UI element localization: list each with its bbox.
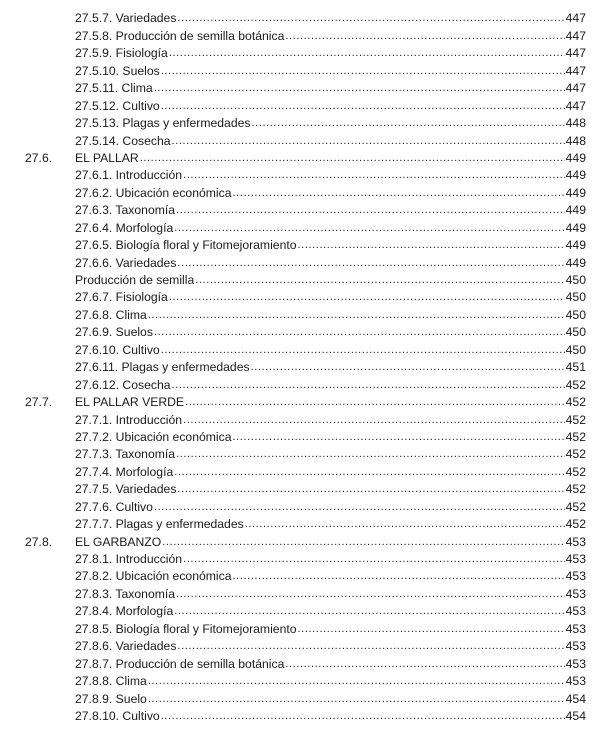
toc-entry-title: 27.6.3. Taxonomía xyxy=(75,203,176,218)
toc-page-number: 449 xyxy=(565,238,586,253)
dot-leader xyxy=(172,379,565,392)
toc-page-number: 449 xyxy=(565,255,586,270)
dot-leader xyxy=(154,326,565,339)
toc-entry xyxy=(75,553,586,566)
toc-entry-title: 27.6.7. Fisiología xyxy=(75,290,168,305)
toc-entry-title: 27.5.14. Cosecha xyxy=(75,133,171,148)
toc-subsection-row xyxy=(0,96,600,113)
toc-entry-title: 27.6.4. Morfología xyxy=(75,220,174,235)
toc-entry xyxy=(75,291,586,304)
dot-leader xyxy=(298,623,565,636)
dot-leader xyxy=(154,82,565,95)
toc-entry xyxy=(75,274,586,287)
toc-entry xyxy=(75,588,586,601)
toc-entry xyxy=(75,623,586,636)
toc-entry-title: 27.7.5. Variedades xyxy=(75,482,177,497)
toc-subsection-row xyxy=(0,131,600,148)
toc-subsection-row xyxy=(0,462,600,479)
dot-leader xyxy=(169,291,565,304)
toc-page-number: 447 xyxy=(565,46,586,61)
toc-page-number: 453 xyxy=(565,604,586,619)
toc-subsection-row xyxy=(0,375,600,392)
dot-leader xyxy=(183,553,565,566)
toc-entry xyxy=(75,501,586,514)
toc-entry-title: 27.7.3. Taxonomía xyxy=(75,447,176,462)
toc-page-number: 453 xyxy=(565,656,586,671)
toc-page-number: 453 xyxy=(565,534,586,549)
toc-entry xyxy=(75,239,586,252)
toc-entry-title: EL GARBANZO xyxy=(75,534,162,549)
toc-entry xyxy=(75,257,586,270)
toc-entry-title: 27.8.6. Variedades xyxy=(75,639,177,654)
toc-subsection-row xyxy=(0,271,600,288)
toc-subsection-row xyxy=(0,480,600,497)
toc-entry-title: 27.7.4. Morfología xyxy=(75,464,174,479)
toc-subsection-row xyxy=(0,79,600,96)
toc-entry xyxy=(75,326,586,339)
toc-page-number: 449 xyxy=(565,220,586,235)
dot-leader xyxy=(195,274,564,287)
dot-leader xyxy=(140,152,565,165)
toc-entry-title: 27.8.2. Ubicación económica xyxy=(75,569,232,584)
toc-page-number: 447 xyxy=(565,98,586,113)
toc-subsection-row xyxy=(0,44,600,61)
toc-entry xyxy=(75,518,586,531)
toc-page-number: 448 xyxy=(565,116,586,131)
toc-subsection-row xyxy=(0,637,600,654)
toc-page-number: 453 xyxy=(565,639,586,654)
toc-entry-title: 27.6.10. Cultivo xyxy=(75,342,160,357)
toc-entry-title: 27.8.4. Morfología xyxy=(75,604,174,619)
toc-page-number: 452 xyxy=(565,395,586,410)
toc-entry-title: 27.6.2. Ubicación económica xyxy=(75,185,232,200)
toc-subsection-row xyxy=(0,201,600,218)
toc-page-number: 450 xyxy=(565,307,586,322)
toc-subsection-row xyxy=(0,288,600,305)
toc-page-number: 447 xyxy=(565,11,586,26)
toc-page-number: 452 xyxy=(565,429,586,444)
toc-entry-title: 27.8.7. Producción de semilla botánica xyxy=(75,656,285,671)
toc-entry xyxy=(75,361,586,374)
toc-subsection-row xyxy=(0,340,600,357)
toc-entry xyxy=(75,431,586,444)
dot-leader xyxy=(183,414,565,427)
dot-leader xyxy=(169,47,565,60)
toc-entry-title: Producción de semilla xyxy=(75,273,195,287)
dot-leader xyxy=(251,117,564,130)
toc-entry xyxy=(75,12,586,25)
toc-entry xyxy=(75,448,586,461)
toc-entry xyxy=(75,414,586,427)
toc-subsection-row xyxy=(0,218,600,235)
toc-page-number: 454 xyxy=(565,708,586,723)
dot-leader xyxy=(162,536,564,549)
toc-page-number: 452 xyxy=(565,517,586,532)
toc-entry xyxy=(75,483,586,496)
toc-entry-title: 27.8.9. Suelo xyxy=(75,691,147,706)
dot-leader xyxy=(148,693,565,706)
dot-leader xyxy=(176,588,565,601)
toc-entry xyxy=(75,536,586,549)
toc-page-number: 449 xyxy=(565,203,586,218)
toc-entry-title: 27.5.8. Producción de semilla botánica xyxy=(75,28,285,43)
dot-leader xyxy=(148,675,565,688)
toc-subsection-row xyxy=(0,410,600,427)
toc-page-number: 450 xyxy=(565,273,586,287)
toc-entry xyxy=(75,605,586,618)
toc-section-number: 27.7. xyxy=(25,395,53,410)
toc-entry xyxy=(75,30,586,43)
toc-entry-title: 27.6.9. Suelos xyxy=(75,325,153,340)
toc-subsection-row xyxy=(0,183,600,200)
toc-page-number: 454 xyxy=(565,691,586,706)
dot-leader xyxy=(251,361,565,374)
toc-entry-title: 27.8.8. Clima xyxy=(75,674,147,689)
toc-entry-title: 27.5.11. Clima xyxy=(75,81,153,96)
toc-entry-title: EL PALLAR VERDE xyxy=(75,395,185,410)
dot-leader xyxy=(177,640,564,653)
toc-entry-title: 27.6.11. Plagas y enfermedades xyxy=(75,360,250,375)
dot-leader xyxy=(183,169,565,182)
toc-subsection-row xyxy=(0,166,600,183)
dot-leader xyxy=(233,570,565,583)
toc-page-number: 450 xyxy=(565,290,586,305)
toc-subsection-row xyxy=(0,26,600,43)
toc-entry-title: 27.7.7. Plagas y enfermedades xyxy=(75,517,244,532)
toc-entry-title: 27.6.5. Biología floral y Fitomejoramiento xyxy=(75,238,297,253)
toc-subsection-row xyxy=(0,550,600,567)
dot-leader xyxy=(177,257,564,270)
toc-subsection-row xyxy=(0,305,600,322)
toc-entry xyxy=(75,100,586,113)
dot-leader xyxy=(233,187,565,200)
dot-leader xyxy=(161,65,565,78)
toc-subsection-row xyxy=(0,61,600,78)
toc-entry xyxy=(75,344,586,357)
toc-entry-title: 27.6.8. Clima xyxy=(75,307,147,322)
toc-entry-title: 27.7.2. Ubicación económica xyxy=(75,429,232,444)
dot-leader xyxy=(174,466,564,479)
toc-page-number: 447 xyxy=(565,28,586,43)
toc-subsection-row xyxy=(0,567,600,584)
dot-leader xyxy=(298,239,565,252)
toc-page-number: 452 xyxy=(565,499,586,514)
toc-entry xyxy=(75,710,586,723)
toc-page-number: 453 xyxy=(565,552,586,566)
dot-leader xyxy=(148,309,565,322)
toc-subsection-row xyxy=(0,707,600,724)
toc-page-number: 453 xyxy=(565,674,586,689)
toc-subsection-row xyxy=(0,323,600,340)
table-of-contents xyxy=(0,9,600,724)
dot-leader xyxy=(174,222,564,235)
toc-subsection-row xyxy=(0,428,600,445)
dot-leader xyxy=(154,501,565,514)
dot-leader xyxy=(245,518,565,531)
toc-section-row xyxy=(0,149,600,166)
toc-section-row xyxy=(0,532,600,549)
toc-subsection-row xyxy=(0,619,600,636)
dot-leader xyxy=(285,30,564,43)
toc-subsection-row xyxy=(0,672,600,689)
toc-entry xyxy=(75,379,586,392)
dot-leader xyxy=(176,448,565,461)
toc-entry-title: 27.7.6. Cultivo xyxy=(75,499,153,514)
toc-entry xyxy=(75,47,586,60)
toc-entry xyxy=(75,640,586,653)
toc-subsection-row xyxy=(0,9,600,26)
toc-page-number: 449 xyxy=(565,150,586,165)
toc-entry-title: 27.8.10. Cultivo xyxy=(75,708,160,723)
toc-page-number: 450 xyxy=(565,342,586,357)
toc-entry xyxy=(75,309,586,322)
toc-entry-title: 27.5.12. Cultivo xyxy=(75,98,160,113)
toc-page-number: 448 xyxy=(565,133,586,148)
toc-page-number: 452 xyxy=(565,482,586,497)
toc-entry-title: 27.8.5. Biología floral y Fitomejoramiento xyxy=(75,621,297,636)
toc-entry-title: 27.8.1. Introducción xyxy=(75,552,183,566)
toc-entry xyxy=(75,169,586,182)
toc-subsection-row xyxy=(0,358,600,375)
toc-subsection-row xyxy=(0,236,600,253)
toc-subsection-row xyxy=(0,602,600,619)
toc-subsection-row xyxy=(0,497,600,514)
toc-page-number: 447 xyxy=(565,63,586,78)
dot-leader xyxy=(161,344,565,357)
toc-entry xyxy=(75,466,586,479)
toc-entry xyxy=(75,693,586,706)
toc-subsection-row xyxy=(0,445,600,462)
toc-entry-title: 27.5.10. Suelos xyxy=(75,63,160,78)
toc-subsection-row xyxy=(0,654,600,671)
toc-entry xyxy=(75,570,586,583)
toc-entry-title: 27.5.13. Plagas y enfermedades xyxy=(75,116,251,131)
toc-page-number: 453 xyxy=(565,569,586,584)
dot-leader xyxy=(285,658,564,671)
toc-page-number: 452 xyxy=(565,464,586,479)
toc-entry xyxy=(75,675,586,688)
toc-page-number: 449 xyxy=(565,185,586,200)
toc-entry xyxy=(75,65,586,78)
toc-page-number: 452 xyxy=(565,412,586,427)
toc-subsection-row xyxy=(0,689,600,706)
dot-leader xyxy=(161,100,565,113)
toc-page-number: 447 xyxy=(565,81,586,96)
toc-entry-title: 27.6.12. Cosecha xyxy=(75,377,171,392)
toc-entry xyxy=(75,396,586,409)
toc-page-number: 453 xyxy=(565,586,586,601)
toc-page-number: 452 xyxy=(565,377,586,392)
toc-subsection-row xyxy=(0,253,600,270)
dot-leader xyxy=(177,483,564,496)
toc-entry xyxy=(75,117,586,130)
toc-entry xyxy=(75,222,586,235)
toc-subsection-row xyxy=(0,584,600,601)
toc-entry xyxy=(75,187,586,200)
toc-entry-title: 27.7.1. Introducción xyxy=(75,412,183,427)
toc-page-number: 451 xyxy=(565,360,586,375)
toc-section-row xyxy=(0,393,600,410)
dot-leader xyxy=(177,12,564,25)
toc-subsection-row xyxy=(0,515,600,532)
toc-section-number: 27.6. xyxy=(25,150,53,165)
toc-entry-title: 27.5.9. Fisiología xyxy=(75,46,168,61)
toc-entry xyxy=(75,152,586,165)
toc-section-number: 27.8. xyxy=(25,534,53,549)
toc-subsection-row xyxy=(0,114,600,131)
toc-entry-title: 27.6.6. Variedades xyxy=(75,255,177,270)
dot-leader xyxy=(174,605,564,618)
toc-entry xyxy=(75,82,586,95)
toc-page-number: 453 xyxy=(565,621,586,636)
toc-entry xyxy=(75,204,586,217)
dot-leader xyxy=(176,204,565,217)
dot-leader xyxy=(233,431,565,444)
toc-entry-title: 27.5.7. Variedades xyxy=(75,11,177,26)
toc-page-number: 450 xyxy=(565,325,586,340)
dot-leader xyxy=(185,396,565,409)
toc-entry xyxy=(75,658,586,671)
toc-entry-title: EL PALLAR xyxy=(75,150,139,165)
toc-page-number: 452 xyxy=(565,447,586,462)
toc-entry-title: 27.8.3. Taxonomía xyxy=(75,586,176,601)
toc-entry xyxy=(75,135,586,148)
toc-page-number: 449 xyxy=(565,168,586,183)
dot-leader xyxy=(161,710,565,723)
toc-entry-title: 27.6.1. Introducción xyxy=(75,168,183,183)
dot-leader xyxy=(172,135,565,148)
